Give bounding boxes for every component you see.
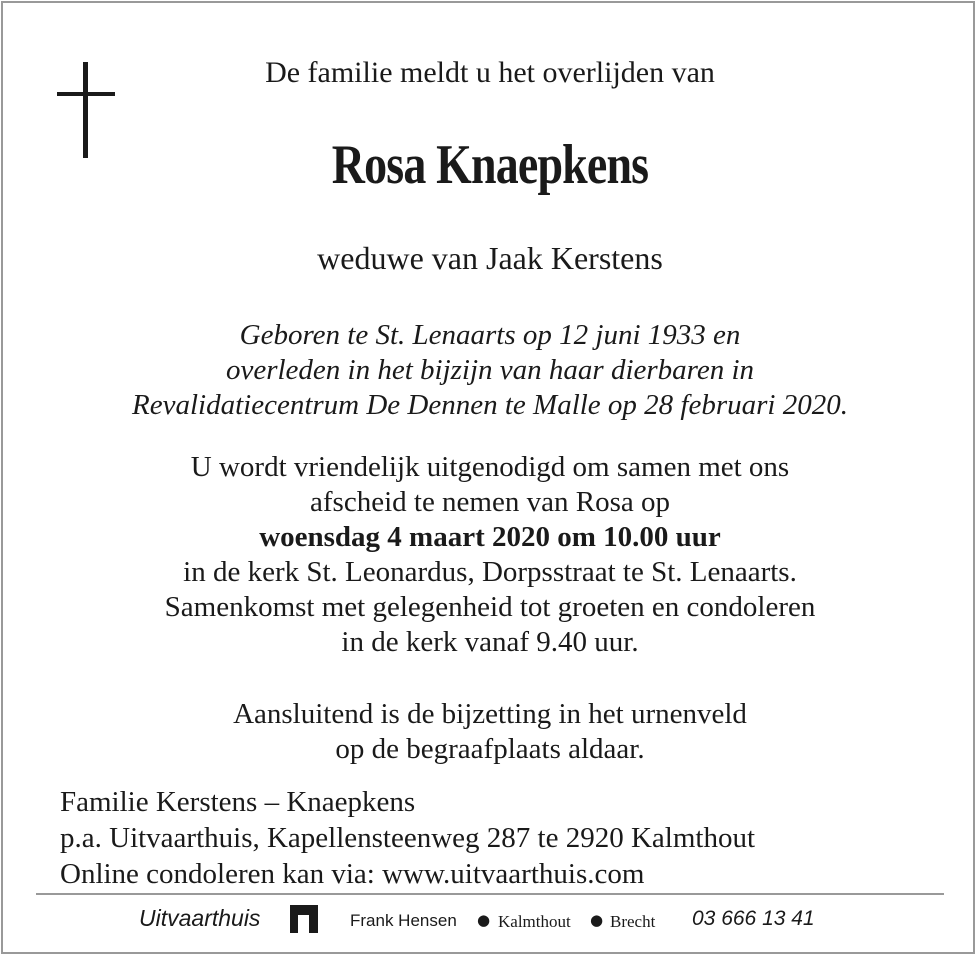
widow-line: weduwe van Jaak Kerstens — [317, 240, 663, 276]
service-date-time: woensdag 4 maart 2020 om 10.00 uur — [259, 521, 721, 553]
burial-details — [0, 697, 980, 767]
born-line: Revalidatiecentrum De Dennen te Malle op 28 februari 2020. — [132, 389, 848, 421]
born-line: Geboren te St. Lenaarts op 12 juni 1933 en — [239, 319, 741, 351]
uitvaarthuis-logo-icon — [290, 905, 318, 933]
invite-line: afscheid te nemen van Rosa op — [310, 486, 670, 518]
intro-line: De familie meldt u het overlijden van — [265, 56, 715, 89]
contact-address: p.a. Uitvaarthuis, Kapellensteenweg 287 te 2920 Kalmthout — [60, 822, 756, 854]
family-name: Familie Kerstens – Knaepkens — [60, 786, 416, 818]
burial-line: op de begraafplaats aldaar. — [335, 733, 645, 765]
family-contact — [60, 784, 755, 892]
invite-line: U wordt vriendelijk uitgenodigd om samen met ons — [190, 451, 790, 483]
bullet-icon: ● — [477, 911, 491, 929]
invite-line: Samenkomst met gelegenheid tot groeten en condoleren — [164, 591, 816, 623]
invite-line: in de kerk St. Leonardus, Dorpsstraat te St. Lenaarts. — [183, 556, 797, 588]
online-condolence: Online condoleren kan via: www.uitvaarthuis.com — [60, 858, 645, 890]
divider — [36, 893, 944, 895]
funeral-invitation — [0, 450, 980, 660]
invite-line: in de kerk vanaf 9.40 uur. — [341, 626, 639, 658]
birth-death-details — [0, 318, 980, 423]
born-line: overleden in het bijzijn van haar dierbaren in — [225, 354, 755, 386]
brand-name: Uitvaarthuis — [139, 905, 261, 931]
location-kalmthout: Kalmthout — [498, 912, 571, 931]
phone-number: 03 666 13 41 — [692, 907, 815, 930]
location-brecht: Brecht — [610, 912, 656, 931]
bullet-icon: ● — [590, 911, 604, 929]
burial-line: Aansluitend is de bijzetting in het urnenveld — [233, 698, 747, 730]
funeral-home-footer — [0, 903, 980, 939]
deceased-name: Rosa Knaepkens — [331, 134, 649, 196]
director-name: Frank Hensen — [350, 911, 457, 930]
